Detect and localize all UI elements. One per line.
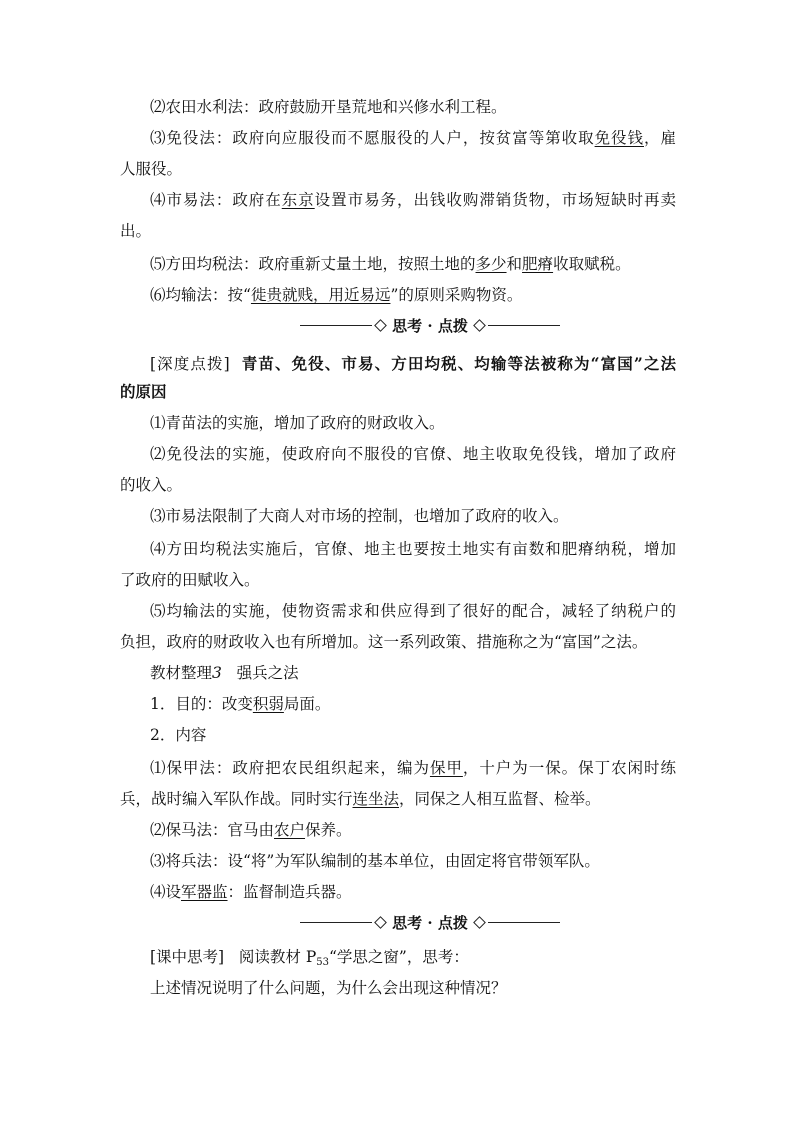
text-line: ⑷设军器监：监督制造兵器。 — [150, 883, 352, 901]
divider-title: 思考 · 点拨 — [392, 316, 468, 335]
text-line: 的原因 — [120, 382, 167, 401]
text-line: ⑵保马法：官马由农户保养。 — [150, 821, 352, 839]
text-line: ⑵免役法的实施，使政府向不服役的官僚、地主收取免役钱，增加了政府 — [150, 445, 676, 463]
text-line: ⑷方田均税法实施后，官僚、地主也要按土地实有亩数和肥瘠纳税，增加 — [150, 540, 676, 558]
text-line: ⑴保甲法：政府把农民组织起来，编为保甲，十户为一保。保丁农闲时练 — [150, 759, 676, 777]
text-line: 负担，政府的财政收入也有所增加。这一系列政策、措施称之为“富国”之法。 — [120, 633, 648, 651]
section-heading: 教材整理3 强兵之法 — [150, 664, 299, 682]
text-line: ⑸均输法的实施，使物资需求和供应得到了很好的配合，减轻了纳税户的 — [150, 602, 676, 620]
text-line: 兵，战时编入军队作战。同时实行连坐法，同保之人相互监督、检举。 — [120, 790, 601, 808]
divider-title: 思考 · 点拨 — [392, 913, 468, 932]
text-line: 的收入。 — [120, 476, 183, 494]
text-line: 2．内容 — [150, 726, 207, 744]
text-line: 了政府的田赋收入。 — [120, 571, 260, 589]
text-line: ⑶市易法限制了大商人对市场的控制，也增加了政府的收入。 — [150, 507, 569, 525]
text-line: 上述情况说明了什么问题，为什么会出现这种情况？ — [150, 979, 507, 997]
text-line: ⑶免役法：政府向应服役而不愿服役的人户，按贫富等第收取免役钱，雇 — [150, 129, 676, 147]
section-divider — [300, 912, 560, 932]
text-line: ⑸方田均税法：政府重新丈量土地，按照土地的多少和肥瘠收取赋税。 — [150, 255, 631, 273]
text-line: ⑶将兵法：设“将”为军队编制的基本单位，由固定将官带领军队。 — [150, 852, 600, 870]
text-line: [课中思考] 阅读教材 $P_{53}“$学思之窗”，思考： — [150, 948, 469, 968]
text-line: ⑹均输法：按“徙贵就贱，用近易远”的原则采购物资。 — [150, 286, 523, 304]
text-line: ⑷市易法：政府在东京设置市易务，出钱收购滞销货物，市场短缺时再卖 — [150, 191, 676, 209]
text-line: 人服役。 — [120, 160, 183, 178]
text-line: 出。 — [120, 222, 152, 240]
text-line: ⑴青苗法的实施，增加了政府的财政收入。 — [150, 414, 445, 432]
section-divider — [300, 315, 560, 335]
text-line: 1．目的：改变积弱局面。 — [150, 695, 331, 713]
text-line: ⑵农田水利法：政府鼓励开垦荒地和兴修水利工程。 — [150, 98, 507, 116]
text-line: [深度点拨] 青苗、免役、市易、方田均税、均输等法被称为“富国”之法 — [150, 354, 676, 373]
